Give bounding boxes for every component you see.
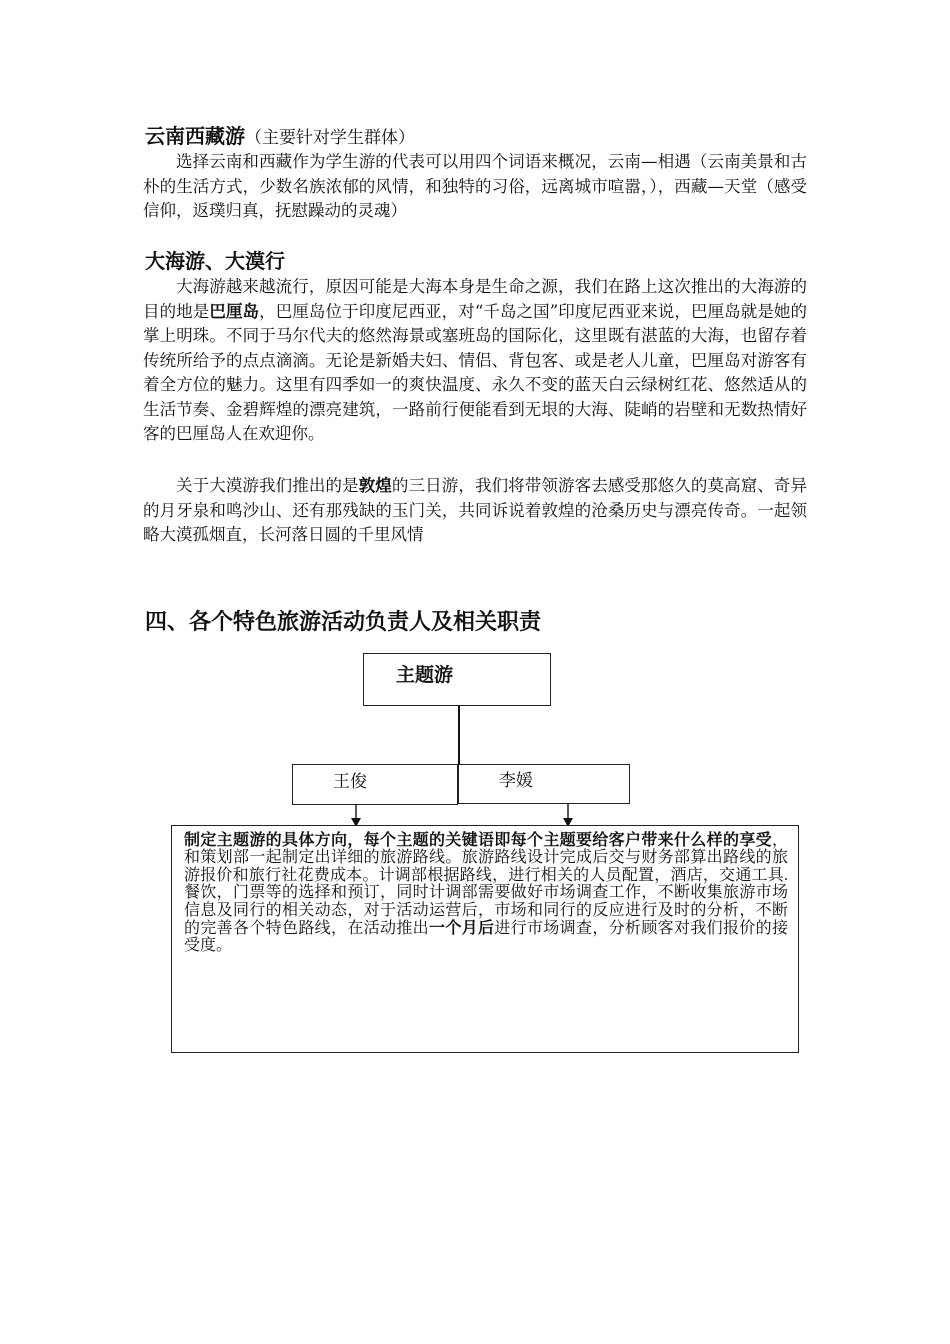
connector-line <box>458 700 460 764</box>
sea-desert-heading: 大海游、大漠行 <box>145 249 285 273</box>
person-box-li: 李媛 <box>458 764 630 804</box>
desert-text-b: 的三日游，我们将带领游客去感受那悠久的莫高窟、奇异的月牙泉和鸣沙山、还有那残缺的玉门关，共同诉说着敦煌的沧桑历史与漂亮传奇。一起领略大漠孤烟直，长河落日圆的千里风情 <box>143 476 808 544</box>
sea-paragraph <box>143 275 807 447</box>
desert-text-a: 关于大漠游我们推出的是 <box>176 476 359 495</box>
yunnan-tibet-heading <box>145 123 415 151</box>
org-root-box: 主题游 <box>363 653 551 706</box>
sea-text-b: ，巴厘岛位于印度尼西亚，对“千岛之国”印度尼西亚来说，巴厘岛就是她的掌上明珠。不同于马尔代夫的悠然海景或塞班岛的国际化，这里既有湛蓝的大海，也留存着传统所给予的点点滴滴。无论是新婚夫妇、情侣、背包客、或是老人儿童，巴厘岛对游客有着全方位的魅力。这里有四季如一的爽快温度、永久不变的蓝天白云绿树红花、悠然适从的生活节奏、金碧辉煌的漂亮建筑，一路前行便能看到无垠的大海、陡峭的岩壁和无数热情好客的巴厘岛人在欢迎你。 <box>143 301 808 443</box>
duty-text-1: ，和策划部一起制定出详细的旅游路线。旅游路线设计完成后交与财务部算出路线的旅游报价和旅行社花费成本。计调部根据路线，进行相关的人员配置，酒店，交通工具.餐饮，门票等的选择和预订，同时计调部需要做好市场调查工作，不断收集旅游市场信息及同行的相关动态，对于活动运营后，市场和同行的反应进行及时的分析，不断的完善各个特色路线，在活动推出 <box>184 832 788 938</box>
sea-text-a: 大海游越来越流行，原因可能是大海本身是生命之源，我们在路上这次推出的大海游的目的地是 <box>143 277 807 321</box>
desert-paragraph <box>143 474 807 548</box>
bali-keyword: 巴厘岛 <box>209 301 260 321</box>
section-four-heading: 四、各个特色旅游活动负责人及相关职责 <box>145 610 542 635</box>
duty-bold-2: 一个月后 <box>428 918 495 938</box>
yunnan-tibet-title: 云南西藏游 <box>145 124 245 148</box>
yunnan-tibet-paragraph: 选择云南和西藏作为学生游的代表可以用四个词语来概况，云南—相遇（云南美景和古朴的生活方式，少数名族浓郁的风情，和独特的习俗，远离城市喧嚣，），西藏—天堂（感受信仰，返璞归真，抚慰躁动的灵魂） <box>143 152 807 220</box>
duty-description-box <box>171 825 799 1053</box>
dunhuang-keyword: 敦煌 <box>358 476 392 495</box>
duty-text-2: 进行市场调查，分析顾客对我们报价的接受度。 <box>184 920 788 955</box>
yunnan-tibet-note: （主要针对学生群体） <box>245 128 415 148</box>
duty-bold-1: 制定主题游的具体方向，每个主题的关键语即每个主题要给客户带来什么样的享受 <box>184 830 772 849</box>
person-box-wang: 王俊 <box>292 764 458 805</box>
